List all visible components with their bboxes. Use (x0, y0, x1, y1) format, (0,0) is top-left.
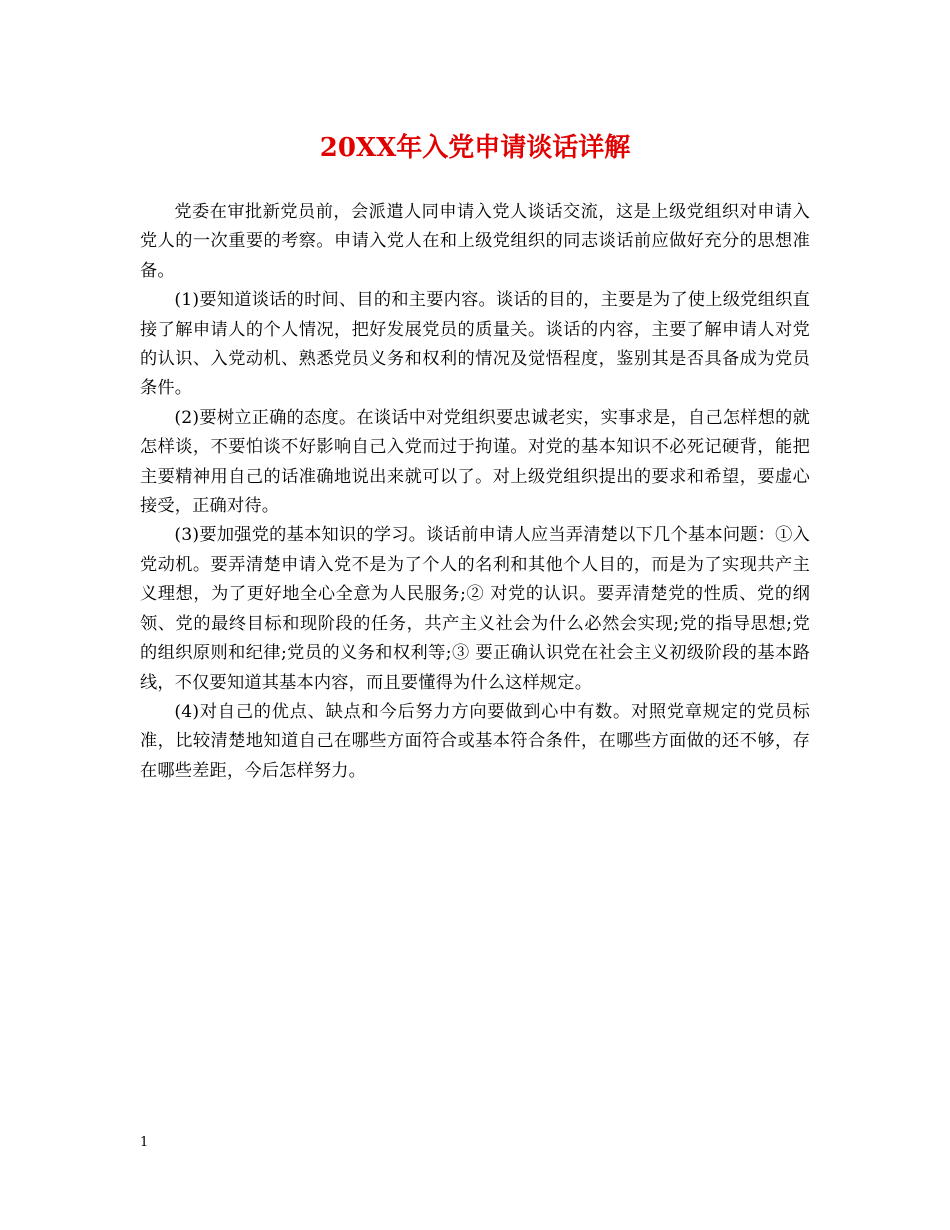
page-number: 1 (140, 1135, 149, 1150)
paragraph-point-3: (3)要加强党的基本知识的学习。谈话前申请人应当弄清楚以下几个基本问题：①入党动机。要弄清楚申请入党不是为了个人的名利和其他个人目的，而是为了实现共产主义理想，为了更好地全心全意为人民服务;② 对党的认识。要弄清楚党的性质、党的纲领、党的最终目标和现阶段的任务，共产主义社会为什么必然会实现;党的指导思想;党的组织原则和纪律;党员的义务和权利等;③ 要正确认识党在社会主义初级阶段的基本路线，不仅要知道其基本内容，而且要懂得为什么这样规定。 (140, 525, 810, 693)
paragraph-intro: 党委在审批新党员前，会派遣人同申请入党人谈话交流，这是上级党组织对申请入党人的一次重要的考察。申请入党人在和上级党组织的同志谈话前应做好充分的思想准备。 (140, 202, 810, 281)
paragraph-point-4: (4)对自己的优点、缺点和今后努力方向要做到心中有数。对照党章规定的党员标准，比较清楚地知道自己在哪些方面符合或基本符合条件，在哪些方面做的还不够，存在哪些差距，今后怎样努力。 (140, 701, 810, 781)
paragraph-point-1: (1)要知道谈话的时间、目的和主要内容。谈话的目的，主要是为了使上级党组织直接了解申请人的个人情况，把好发展党员的质量关。谈话的内容，主要了解申请人对党的认识、入党动机、熟悉党员义务和权利的情况及觉悟程度，鉴别其是否具备成为党员条件。 (140, 290, 810, 399)
document-body (140, 198, 810, 786)
paragraph-point-2: (2)要树立正确的态度。在谈话中对党组织要忠诚老实，实事求是，自己怎样想的就怎样谈，不要怕谈不好影响自己入党而过于拘谨。对党的基本知识不必死记硬背，能把主要精神用自己的话准确地说出来就可以了。对上级党组织提出的要求和希望，要虚心接受，正确对待。 (140, 407, 810, 517)
document-title: 20XX年入党申请谈话详解 (319, 133, 631, 163)
